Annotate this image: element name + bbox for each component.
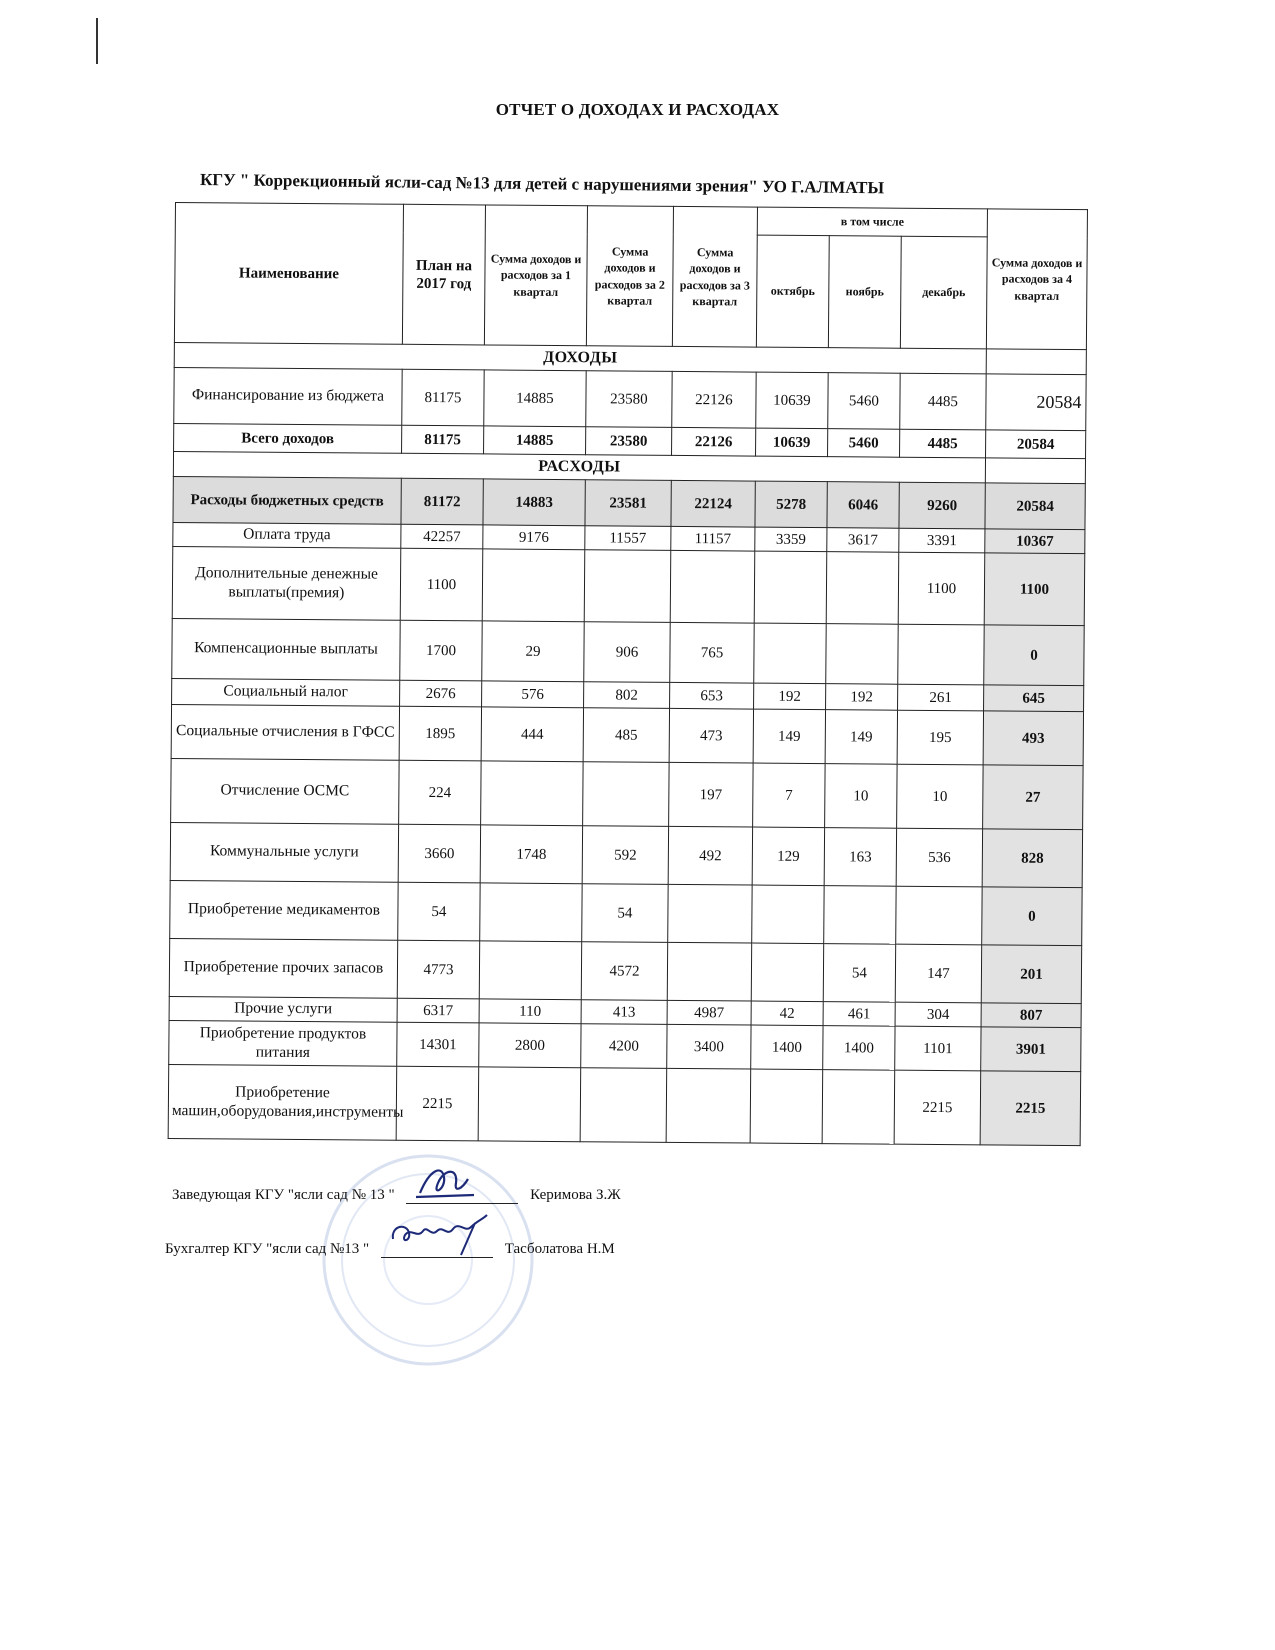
cell-q2: 23580 xyxy=(586,427,672,456)
table-row xyxy=(171,758,1083,829)
row-name: Дополнительные денежные выплаты(премия) xyxy=(172,546,401,620)
row-name: Оплата труда xyxy=(173,522,401,548)
cell-q1 xyxy=(482,549,585,622)
cell-nov: 163 xyxy=(824,828,896,887)
cell-oct: 192 xyxy=(754,683,826,710)
cell-nov: 149 xyxy=(825,710,897,765)
cell-q2: 413 xyxy=(581,1000,667,1025)
cell-q2 xyxy=(584,550,671,623)
cell-q4: 645 xyxy=(984,685,1084,712)
cell-plan: 81175 xyxy=(402,425,484,454)
cell-dec xyxy=(898,624,984,685)
cell-q1: 2800 xyxy=(479,1023,581,1068)
cell-nov: 6046 xyxy=(827,482,899,529)
header-november: ноябрь xyxy=(828,236,901,349)
header-december: декабрь xyxy=(900,236,987,349)
cell-q4: 0 xyxy=(984,625,1084,686)
header-name: Наименование xyxy=(174,203,403,345)
cell-dec: 1100 xyxy=(898,552,985,625)
cell-q3: 22126 xyxy=(672,427,756,456)
table-row xyxy=(172,546,1085,625)
cell-q2: 592 xyxy=(582,826,668,885)
cell-q4: 3901 xyxy=(981,1027,1081,1072)
cell-q3 xyxy=(670,550,755,623)
cell-dec: 4485 xyxy=(900,429,986,458)
table-row xyxy=(171,704,1083,765)
cell-dec: 1101 xyxy=(895,1026,981,1071)
cell-dec: 147 xyxy=(895,944,981,1003)
cell-oct: 42 xyxy=(751,1001,823,1026)
cell-oct xyxy=(751,943,823,1002)
row-name: Приобретение прочих запасов xyxy=(169,938,397,998)
cell-dec: 4485 xyxy=(900,373,986,430)
cell-plan: 6317 xyxy=(397,998,479,1023)
table-row xyxy=(173,476,1085,529)
cell-q3: 22124 xyxy=(671,480,755,527)
cell-oct: 5278 xyxy=(755,481,827,528)
cell-q1: 444 xyxy=(481,707,583,762)
scan-edge-mark xyxy=(96,18,98,64)
cell-q3: 765 xyxy=(670,622,754,683)
cell-oct: 129 xyxy=(752,827,824,886)
cell-dec xyxy=(896,886,982,945)
header-q3: Сумма доходов и расходов за 3 квартал xyxy=(672,206,757,347)
table-row xyxy=(169,938,1081,1003)
accountant-name: Тасболатова Н.М xyxy=(504,1241,615,1257)
table-row xyxy=(172,618,1084,685)
header-q1: Сумма доходов и расходов за 1 квартал xyxy=(484,205,587,346)
cell-q1: 14885 xyxy=(484,370,586,427)
cell-q2: 802 xyxy=(584,682,670,709)
cell-q1 xyxy=(479,941,581,1000)
cell-q4: 493 xyxy=(983,711,1083,766)
cell-dec: 261 xyxy=(898,684,984,711)
header-october: октябрь xyxy=(756,235,829,348)
cell-q4: 828 xyxy=(982,829,1082,888)
cell-nov xyxy=(822,1070,895,1145)
cell-q4: 0 xyxy=(982,887,1082,946)
cell-q1: 14885 xyxy=(484,426,586,455)
accountant-signature-label: Бухгалтер КГУ "ясли сад №13 " xyxy=(165,1241,370,1257)
cell-q4: 10367 xyxy=(985,529,1085,554)
cell-nov: 461 xyxy=(823,1002,895,1027)
cell-plan: 1895 xyxy=(399,706,481,761)
cell-q4: 20584 xyxy=(986,374,1086,431)
row-name: Финансирование из бюджета xyxy=(174,367,402,425)
header-q4: Сумма доходов и расходов за 4 квартал xyxy=(986,209,1087,350)
cell-q4: 20584 xyxy=(986,430,1086,459)
cell-oct: 10639 xyxy=(756,372,828,429)
accountant-signature-line xyxy=(165,1241,615,1258)
cell-q2: 906 xyxy=(584,622,670,683)
header-row xyxy=(175,203,1087,238)
cell-plan: 1700 xyxy=(400,620,482,681)
cell-q2: 4572 xyxy=(581,942,667,1001)
cell-dec: 2215 xyxy=(894,1070,981,1145)
cell-nov: 10 xyxy=(825,764,898,829)
cell-plan: 2676 xyxy=(400,680,482,707)
cell-q3: 197 xyxy=(669,762,754,827)
cell-q3: 492 xyxy=(668,826,752,885)
cell-dec: 3391 xyxy=(899,528,985,553)
cell-q3: 653 xyxy=(670,682,754,709)
cell-q3: 22126 xyxy=(672,371,756,428)
cell-oct xyxy=(750,1069,823,1144)
cell-nov: 54 xyxy=(823,944,895,1003)
row-name: Приобретение медикаментов xyxy=(170,880,398,940)
cell-dec: 304 xyxy=(895,1002,981,1027)
page-title: ОТЧЕТ О ДОХОДАХ И РАСХОДАХ xyxy=(495,100,780,119)
cell-plan: 81175 xyxy=(402,369,484,426)
cell-q1: 1748 xyxy=(480,825,582,884)
cell-q2 xyxy=(583,762,670,827)
cell-plan: 42257 xyxy=(401,524,483,549)
cell-nov xyxy=(824,886,896,945)
row-name: Социальный налог xyxy=(172,678,400,706)
cell-q3 xyxy=(667,942,751,1001)
cell-nov: 1400 xyxy=(823,1026,895,1071)
cell-q4: 201 xyxy=(981,945,1081,1004)
cell-oct: 7 xyxy=(753,763,826,828)
cell-q2 xyxy=(580,1068,667,1143)
row-name: Отчисление ОСМС xyxy=(171,758,399,824)
cell-q3 xyxy=(668,884,752,943)
head-signature-line xyxy=(172,1187,621,1204)
cell-nov xyxy=(826,552,899,625)
cell-q4: 807 xyxy=(981,1003,1081,1028)
cell-plan: 4773 xyxy=(397,940,479,999)
organization-subtitle: КГУ " Коррекционный ясли-сад №13 для детей с нарушениями зрения" УО Г.АЛМАТЫ xyxy=(199,170,885,198)
cell-q3: 4987 xyxy=(667,1000,751,1025)
row-name: Коммунальные услуги xyxy=(170,822,398,882)
section-expenses: РАСХОДЫ xyxy=(173,451,985,482)
cell-nov xyxy=(826,624,898,685)
cell-dec: 536 xyxy=(896,828,982,887)
cell-q4: 2215 xyxy=(980,1071,1081,1146)
table-row xyxy=(169,1020,1081,1071)
header-including: в том числе xyxy=(757,207,987,237)
cell-q1 xyxy=(478,1067,581,1142)
head-name: Керимова З.Ж xyxy=(530,1187,621,1203)
row-name: Приобретение машин,оборудования,инструменты xyxy=(168,1064,397,1140)
row-name: Всего доходов xyxy=(174,423,402,453)
cell-q2: 23580 xyxy=(586,371,672,428)
cell-q4: 1100 xyxy=(984,553,1085,626)
cell-q1: 29 xyxy=(482,621,584,682)
cell-nov: 5460 xyxy=(828,373,900,430)
cell-oct: 1400 xyxy=(751,1025,823,1070)
cell-oct: 3359 xyxy=(755,527,827,552)
head-signature-icon xyxy=(406,1189,518,1204)
cell-oct: 10639 xyxy=(756,428,828,457)
header-q2: Сумма доходов и расходов за 2 квартал xyxy=(586,206,673,347)
cell-dec: 10 xyxy=(897,764,984,829)
cell-q1: 110 xyxy=(479,999,581,1024)
head-signature-label: Заведующая КГУ "ясли сад № 13 " xyxy=(172,1187,395,1203)
table-row xyxy=(170,822,1082,887)
cell-oct xyxy=(752,885,824,944)
table-row xyxy=(170,880,1082,945)
cell-q3: 473 xyxy=(669,708,753,763)
cell-q2: 11557 xyxy=(585,526,671,551)
cell-oct: 149 xyxy=(753,709,825,764)
cell-plan: 224 xyxy=(399,760,482,825)
cell-nov: 3617 xyxy=(827,528,899,553)
cell-q4: 20584 xyxy=(985,483,1085,530)
cell-q1: 576 xyxy=(482,681,584,708)
row-name: Социальные отчисления в ГФСС xyxy=(171,704,399,760)
section-income: ДОХОДЫ xyxy=(174,342,986,373)
cell-q3 xyxy=(666,1068,751,1143)
cell-plan: 1100 xyxy=(400,548,483,621)
cell-q1: 14883 xyxy=(483,479,585,526)
income-expense-table xyxy=(168,202,1088,1146)
cell-nov: 5460 xyxy=(828,429,900,458)
table-row xyxy=(168,1064,1081,1145)
cell-q1 xyxy=(481,761,583,826)
cell-q3: 11157 xyxy=(671,526,755,551)
header-plan: План на 2017 год xyxy=(402,204,485,345)
cell-q2: 485 xyxy=(583,708,669,763)
cell-q1: 9176 xyxy=(483,525,585,550)
row-name: Расходы бюджетных средств xyxy=(173,476,401,524)
row-name: Компенсационные выплаты xyxy=(172,618,400,680)
cell-q2: 23581 xyxy=(585,480,671,527)
cell-dec: 195 xyxy=(897,710,983,765)
cell-plan: 3660 xyxy=(398,824,480,883)
cell-q4: 27 xyxy=(983,765,1083,830)
cell-plan: 54 xyxy=(398,882,480,941)
cell-q1 xyxy=(480,883,582,942)
cell-plan: 2215 xyxy=(396,1066,479,1141)
cell-oct xyxy=(754,551,827,624)
cell-q2: 4200 xyxy=(581,1024,667,1069)
cell-plan: 14301 xyxy=(397,1022,479,1067)
row-name: Прочие услуги xyxy=(169,996,397,1022)
accountant-signature-icon xyxy=(381,1243,493,1258)
cell-dec: 9260 xyxy=(899,482,985,529)
cell-nov: 192 xyxy=(826,684,898,711)
table-row xyxy=(174,367,1086,430)
row-name: Приобретение продуктов питания xyxy=(169,1020,397,1066)
cell-q2: 54 xyxy=(582,884,668,943)
cell-plan: 81172 xyxy=(401,478,483,525)
cell-q3: 3400 xyxy=(667,1024,751,1069)
cell-oct xyxy=(754,623,826,684)
